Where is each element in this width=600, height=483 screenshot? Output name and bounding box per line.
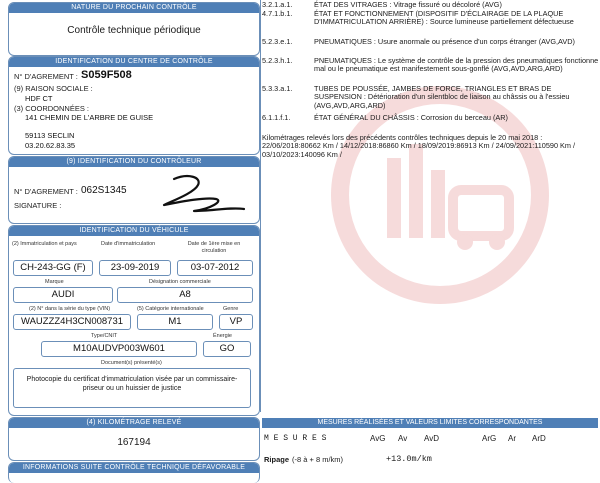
reg-label: (2) Immatriculation et pays bbox=[12, 241, 77, 247]
defect-code: 5.3.3.a.1. bbox=[262, 84, 293, 93]
next-control-section bbox=[8, 2, 260, 56]
mileage-history: Kilométrages relevés lors des précédents contrôles techniques depuis le 20 mai 2018 : 22/06/2018:80662 Km / 14/12/2018:86860 Km / 18/09/2019:86913 Km / 24/09/2021:110590 Km / 03/10/2023:140096 Km / bbox=[262, 133, 576, 159]
center-company-value: HDF CT bbox=[25, 94, 53, 103]
category-label: (5) Catégorie internationale bbox=[137, 306, 204, 312]
measures-col-ard: ArD bbox=[532, 434, 546, 443]
controller-agreement-label: N° D'AGREMENT : bbox=[14, 187, 78, 196]
defect-text: PNEUMATIQUES : Usure anormale ou présence d'un corps étranger (AVG,AVD) bbox=[314, 37, 575, 46]
defect-text: ÉTAT ET FONCTIONNEMENT (DISPOSITIF D'ÉCLAIRAGE DE LA PLAQUE D'IMMATRICULATION ARRIÈRE) : Source lumineuse partiellement défectueuse bbox=[314, 9, 574, 27]
genre-label: Genre bbox=[223, 306, 239, 312]
controller-signature-label: SIGNATURE : bbox=[14, 201, 62, 210]
vehicle-header: IDENTIFICATION DU VÉHICULE bbox=[9, 226, 259, 236]
energy-label: Énergie bbox=[213, 333, 232, 339]
center-section bbox=[8, 56, 260, 155]
ripage-value: +13.0m/km bbox=[386, 454, 432, 464]
measures-col-avd: AvD bbox=[424, 434, 439, 443]
next-control-value: Contrôle technique périodique bbox=[67, 25, 201, 36]
defect-item bbox=[262, 38, 600, 56]
first-circulation-label: Date de 1ère mise en circulation bbox=[187, 241, 241, 254]
brand-field: AUDI bbox=[13, 287, 113, 303]
energy-field: GO bbox=[203, 341, 251, 357]
measures-section bbox=[262, 418, 598, 470]
ripage-limits: (-8 à + 8 m/km) bbox=[292, 455, 344, 464]
type-field: M10AUDVP003W601 bbox=[41, 341, 197, 357]
category-field: M1 bbox=[137, 314, 213, 330]
measures-col-arg: ArG bbox=[482, 434, 497, 443]
defect-code: 4.7.1.b.1. bbox=[262, 9, 293, 18]
defect-text: PNEUMATIQUES : Le système de contrôle de la pression des pneumatiques fonctionne mal ou le pneumatique est manifestement sous-gonflé (AVG,AVD,ARG,ARD) bbox=[314, 56, 599, 74]
controller-agreement-value: 062S1345 bbox=[81, 185, 127, 196]
center-agreement-value: S059F508 bbox=[81, 69, 132, 81]
measures-title: M E S U R E S bbox=[264, 434, 327, 443]
genre-field: VP bbox=[219, 314, 253, 330]
defect-item bbox=[262, 85, 600, 111]
center-header: IDENTIFICATION DU CENTRE DE CONTRÔLE bbox=[9, 57, 259, 67]
measures-col-ar: Ar bbox=[508, 434, 516, 443]
docs-value: Photocopie du certificat d'immatriculation visée par un commissaire-priseur ou un huissier de justice bbox=[26, 376, 238, 392]
mileage-value: 167194 bbox=[117, 437, 151, 448]
defect-code: 3.2.1.a.1. bbox=[262, 0, 293, 9]
model-label: Désignation commerciale bbox=[149, 279, 211, 285]
defect-text: TUBES DE POUSSÉE, JAMBES DE FORCE, TRIANGLES ET BRAS DE SUSPENSION : Détérioration d'un silentbloc de liaison au châssis ou à l'essieu (AVG,AVD,ARG,ARD) bbox=[314, 84, 570, 110]
vin-field: WAUZZZ4H3CN008731 bbox=[13, 314, 131, 330]
controller-section bbox=[8, 156, 260, 224]
column-divider bbox=[260, 0, 261, 412]
vin-label: (2) N° dans la série du type (VIN) bbox=[29, 306, 111, 312]
defect-code: 5.2.3.e.1. bbox=[262, 37, 293, 46]
defect-item bbox=[262, 57, 600, 83]
regdate-label: Date d'immatriculation bbox=[101, 241, 156, 247]
defect-item bbox=[262, 10, 600, 36]
docs-field bbox=[13, 368, 251, 408]
defect-code: 5.2.3.h.1. bbox=[262, 56, 293, 65]
docs-label: Document(s) présenté(s) bbox=[101, 360, 162, 366]
defect-text: ÉTAT DES VITRAGES : Vitrage fissuré ou décoloré (AVG) bbox=[314, 0, 502, 9]
defect-text: ÉTAT GÉNÉRAL DU CHÂSSIS : Corrosion du berceau (AR) bbox=[314, 113, 508, 122]
next-control-header: NATURE DU PROCHAIN CONTRÔLE bbox=[9, 3, 259, 13]
defect-item bbox=[262, 114, 600, 123]
center-address2: 59113 SECLIN bbox=[25, 131, 75, 140]
type-label: Type/CNIT bbox=[91, 333, 118, 339]
mileage-header: (4) KILOMÉTRAGE RELEVÉ bbox=[9, 418, 259, 428]
unfavorable-info-header: INFORMATIONS SUITE CONTRÔLE TECHNIQUE DÉFAVORABLE bbox=[9, 463, 259, 473]
defect-code: 6.1.1.f.1. bbox=[262, 113, 291, 122]
center-address1: 141 CHEMIN DE L'ARBRE DE GUISE bbox=[25, 113, 154, 122]
regdate-field: 23-09-2019 bbox=[99, 260, 171, 276]
center-company-label: (9) RAISON SOCIALE : bbox=[14, 84, 93, 93]
ripage-label: Ripage bbox=[264, 455, 290, 464]
controller-header: (9) IDENTIFICATION DU CONTRÔLEUR bbox=[9, 157, 259, 167]
unfavorable-info-section bbox=[8, 462, 260, 483]
mileage-section bbox=[8, 417, 260, 461]
measures-col-av: Av bbox=[398, 434, 408, 443]
signature-image bbox=[154, 171, 249, 217]
center-phone: 03.20.62.83.35 bbox=[25, 141, 76, 150]
first-circulation-field: 03-07-2012 bbox=[177, 260, 253, 276]
reg-field: CH-243-GG (F) bbox=[13, 260, 93, 276]
measures-col-avg: AvG bbox=[370, 434, 386, 443]
vehicle-section bbox=[8, 225, 260, 416]
brand-label: Marque bbox=[45, 279, 64, 285]
model-field: A8 bbox=[117, 287, 253, 303]
center-agreement-label: N° D'AGREMENT : bbox=[14, 72, 78, 81]
center-coords-label: (3) COORDONNÉES : bbox=[14, 104, 90, 113]
measures-header: MESURES RÉALISÉES ET VALEURS LIMITES CORRESPONDANTES bbox=[262, 418, 598, 428]
